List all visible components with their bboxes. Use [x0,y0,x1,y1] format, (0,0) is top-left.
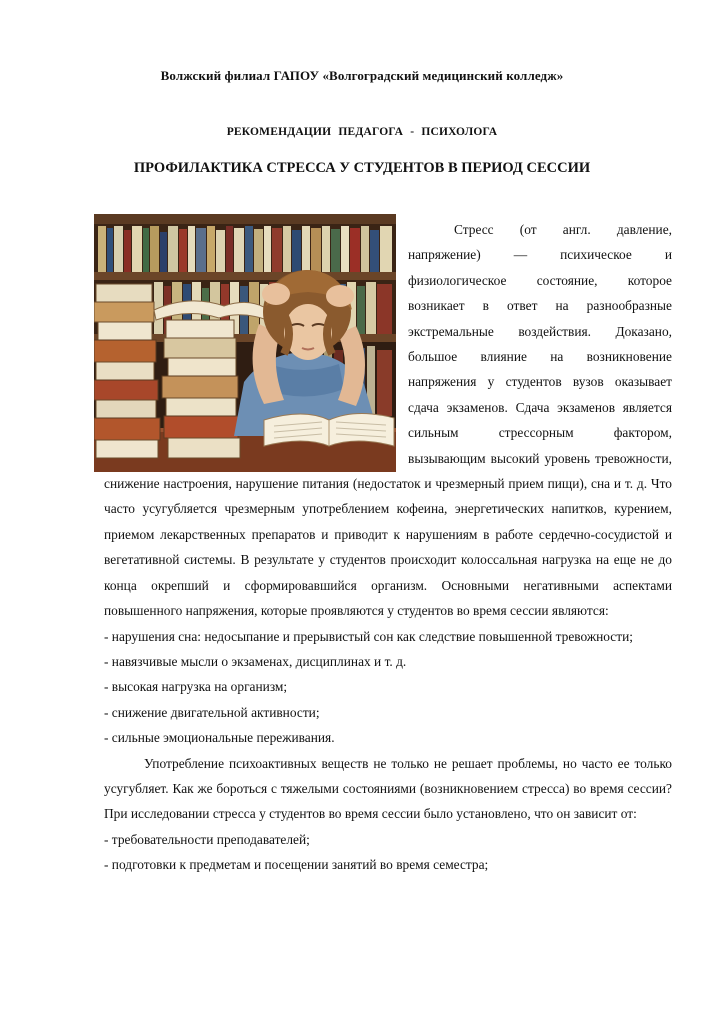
organization-heading: Волжский филиал ГАПОУ «Волгоградский медицинский колледж» [160,68,564,83]
list-item: - нарушения сна: недосыпание и прерывистый сон как следствие повышенной тревожности; [104,628,633,644]
paragraph-coping: Употребление психоактивных веществ не только не решает проблемы, но часто ее только усугубляет. Как же бороться с тяжелыми состояниями (возникновением стресса) во время сессии? При исследовании стресса у студентов во время сессии было установлено, что он зависит от: [104,755,672,822]
paragraph-stress-definition: Стресс (от англ. давление, напряжение) — психическое и физиологическое состояние, которое возникает в ответ на разнообразные экстремальные воздействия. Доказано, большое влияние на возникновение напряжения у студентов вузов оказывает сдача экзаменов. Сдача экзаменов является сильным стрессорным фактором, вызывающим высокий уровень тревожности, снижение настроения, нарушение питания (недостаток и чрезмерный прием пищи), сна и т. д. Что часто усугубляется чрезмерным употреблением кофеина, энергетических напитков, курением, приемом лекарственных препаратов и приводит к нарушениям в работе сердечно-сосудистой и вегетативной системы. В результате у студентов происходит колоссальная нагрузка на еще не до конца окрепший и сформировавшийся организм. Основными негативными аспектами повышенного напряжения, которые проявляются у студентов во время сессии являются: [104,222,672,619]
document-title: ПРОФИЛАКТИКА СТРЕССА У СТУДЕНТОВ В ПЕРИОД СЕССИИ [133,160,591,176]
recommendation-heading: РЕКОМЕНДАЦИИ ПЕДАГОГА - ПСИХОЛОГА [226,126,498,138]
list-item: - высокая нагрузка на организм; [104,679,288,695]
list-item: - навязчивые мысли о экзаменах, дисциплинах и т. д. [104,653,407,669]
list-item: - подготовки к предметам и посещении занятий во время семестра; [104,857,489,873]
list-item: - сильные эмоциональные переживания. [104,730,335,746]
list-item: - снижение двигательной активности; [104,704,320,720]
list-item: - требовательности преподавателей; [104,831,310,847]
image-wrap-spacer [104,217,408,470]
document-body [104,217,672,878]
